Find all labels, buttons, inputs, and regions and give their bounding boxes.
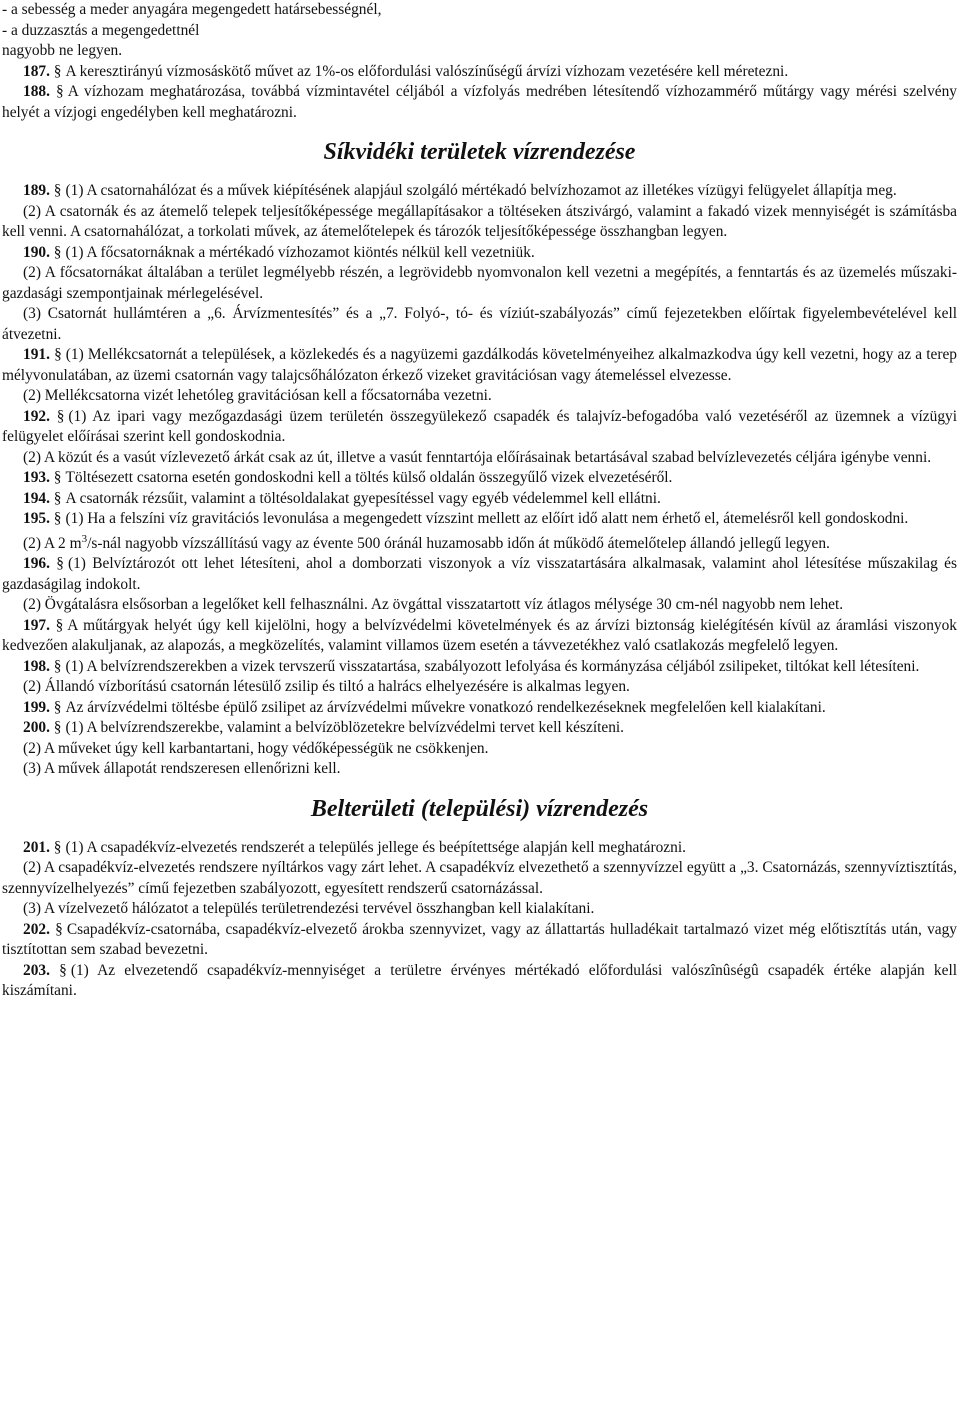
section-192: [2, 407, 957, 448]
chapter-heading: Síkvidéki területek vízrendezése: [323, 139, 636, 165]
section-number: 203.: [23, 961, 50, 979]
section-number: 196.: [23, 555, 50, 572]
section-number: 191.: [23, 346, 50, 363]
section-203: [2, 961, 957, 1002]
paragraph-text: (1) A csatornahálózat és a művek kiépítésének alapjául szolgáló mértékadó belvízhozamot az illetékes vízügyi felügyelet állapítja meg.: [65, 182, 897, 199]
section-198: [2, 657, 957, 678]
section-number: 202.: [23, 920, 50, 938]
section-sign: [54, 699, 62, 716]
paragraph: (3) Csatornát hullámtéren a „6. Árvízmentesítés” és a „7. Folyó-, tó- és víziút-szabályozás” című fejezetekben előírtak figyelembevételével kell átvezetni.: [2, 305, 957, 343]
section-sign: [54, 346, 62, 363]
paragraph-text: (1) Belvíztározót ott lehet létesíteni, ahol a domborzati viszonyok a víz visszatartására alkalmasak, valamint ahol létesítése műszakilag és gazdaságilag indokolt.: [2, 555, 957, 593]
section-number: 193.: [23, 469, 50, 486]
section-sign: [54, 469, 62, 486]
section-text: A csatornák rézsűit, valamint a töltésoldalakat gyepesítéssel vagy egyéb védelemmel kell ellátni.: [65, 489, 661, 507]
paragraph: (2) A főcsatornákat általában a terület legmélyebb részén, a legrövidebb nyomvonalon kell vezetni a megépítés, a fenntartás és az üzemelés műszaki-gazdasági szempontjainak mérlegelésével.: [2, 264, 957, 302]
section-sign: [56, 555, 64, 572]
section-sign: [55, 921, 63, 938]
section-number: 199.: [23, 698, 50, 716]
section-number: 190.: [23, 243, 50, 261]
section-sign: [54, 182, 62, 199]
paragraph: [2, 534, 957, 555]
paragraph: (2) A csatornák és az átemelő telepek teljesítőképessége megállapításakor a töltéseken átszivárgó, valamint a fakadó vizek mennyiségét is számításba kell venni. A csatornahálózat, a torkolati művek, az átemelőtelepek és tározók teljesítőképessége összhangban legyen.: [2, 202, 957, 240]
document-page: [2, 0, 957, 1002]
section-text: A keresztirányú vízmosáskötő művet az 1%-os előfordulási valószínűségű árvízi vízhozam vezetésére kell méretezni.: [65, 62, 789, 80]
paragraph: (2) A műveket úgy kell karbantartani, hogy védőképességük ne csökkenjen.: [23, 739, 489, 757]
section-sign: [54, 244, 62, 261]
paragraph-text: (1) A főcsatornáknak a mértékadó vízhozamot kiöntés nélkül kell vezetniük.: [65, 243, 535, 261]
section-number: 201.: [23, 838, 50, 856]
section-sign: [54, 658, 62, 675]
section-text: Az árvízvédelmi töltésbe épülő zsilipet az árvízvédelmi művekre vonatkozó rendelkezéseknek megfelelően kell kialakítani.: [65, 698, 826, 716]
text-line: - a sebesség a meder anyagára megengedett határsebességnél,: [2, 1, 382, 18]
section-sign: [54, 490, 62, 507]
paragraph: (2) Állandó vízborítású csatornán létesülő zsilip és tiltó a halrács elhelyezésére is alkalmas legyen.: [23, 678, 630, 695]
paragraph-text: (2) A 2 m: [23, 534, 82, 552]
section-number: 197.: [23, 616, 50, 634]
paragraph: (3) A művek állapotát rendszeresen ellenőrizni kell.: [23, 760, 341, 777]
section-number: 187.: [23, 62, 50, 80]
paragraph: (3) A vízelvezető hálózatot a település területrendezési tervével összhangban kell kialakítani.: [23, 900, 595, 917]
paragraph-text: (1) Mellékcsatornát a települések, a közlekedés és a nagyüzemi gazdálkodás követelményeihez alkalmazkodva úgy kell vezetni, hogy az a terep mélyvonulatában, az üzemi csatornán vagy talajcsőhálózaton érkező vizeket gravitációsan vagy átemeléssel elvezesse.: [2, 346, 957, 384]
section-sign: [54, 839, 62, 856]
section-195: [2, 509, 957, 530]
section-193: [2, 468, 957, 489]
section-number: 195.: [23, 510, 50, 527]
paragraph: (2) Mellékcsatorna vizét lehetóleg gravitációsan kell a főcsatornába vezetni.: [23, 387, 492, 404]
section-number: 192.: [23, 407, 50, 425]
paragraph-text: (1) Ha a felszíni víz gravitációs levonulása a megengedett vízszint mellett az előírt idő alatt nem érhető el, átemelésről kell gondoskodni.: [65, 510, 909, 527]
section-194: [2, 489, 957, 510]
section-196: [2, 554, 957, 595]
section-text: (1) Az elvezetendő csapadékvíz-mennyiséget a területre érvényes mértékadó előfordulási valószînûségû csapadék értéke alapján kell kiszámítani.: [2, 961, 957, 999]
chapter-heading: Belterületi (települési) vízrendezés: [310, 795, 649, 822]
section-197: [2, 616, 957, 657]
section-201: [2, 838, 957, 859]
section-189: [2, 181, 957, 202]
section-number: 200.: [23, 719, 50, 736]
paragraph: (2) A közút és a vasút vízlevezető árkát csak az út, illetve a vasút fenntartója előírásainak betartásával szabad belvízlevezetés céljára igénybe venni.: [23, 448, 932, 466]
section-sign: [56, 617, 64, 634]
section-number: 194.: [23, 489, 50, 507]
section-number: 189.: [23, 182, 50, 199]
section-sign: [59, 962, 67, 979]
section-sign: [56, 83, 64, 100]
section-number: 198.: [23, 657, 50, 675]
paragraph-text: (1) A belvízrendszerekbe, valamint a belvízöblözetekre belvízvédelmi tervet kell készíteni.: [65, 719, 625, 736]
paragraph-text: /s-nál nagyobb vízszállítású vagy az évente 500 óránál huzamosabb időn át működő átemelőtelep állandó jellegű legyen.: [87, 534, 830, 552]
section-188: [2, 82, 957, 123]
section-202: [2, 920, 957, 961]
paragraph-text: (1) A csapadékvíz-elvezetés rendszerét a település jellege és beépítettsége alapján kell meghatározni.: [65, 838, 686, 856]
text-line: nagyobb ne legyen.: [2, 42, 123, 59]
section-199: [2, 698, 957, 719]
section-text: A műtárgyak helyét úgy kell kijelölni, hogy a belvízvédelmi követelmények és az árvízi biztonság kielégítésén kívül az áramlási viszonyok kedvezően alakuljanak, az alapozás, a megközelítés, valamint villamos üzem esetén a távvezetékhez való csatlakozás megfelelő legyen.: [2, 616, 957, 654]
section-number: 188.: [23, 83, 50, 100]
text-line: - a duzzasztás a megengedettnél: [2, 21, 200, 39]
paragraph: (2) A csapadékvíz-elvezetés rendszere nyíltárkos vagy zárt lehet. A csapadékvíz elvezethető a szennyvízzel együtt a „3. Csatornázás, szennyvíztisztítás, szennyvízelhelyezés” című fejezetben szabályozott, egyesített rendszerű csatornázással.: [2, 859, 957, 897]
paragraph: (2) Övgátalásra elsősorban a legelőket kell felhasználni. Az övgáttal visszatartott víz átlagos mélysége 30 cm-nél nagyobb nem lehet.: [23, 596, 844, 613]
section-sign: [54, 63, 62, 80]
section-text: Csapadékvíz-csatornába, csapadékvíz-elvezető árokba szennyvizet, vagy az állattartás hulladékait tartalmazó vizet még előtisztítás után, vagy tisztítottan sem szabad bevezetni.: [2, 920, 957, 958]
paragraph-text: (1) A belvízrendszerekben a vizek tervszerű visszatartása, szabályozott lefolyása és kormányzása céljából zsilipeket, tiltókat kell létesíteni.: [65, 657, 920, 675]
superscript: 3: [81, 532, 88, 545]
section-191: [2, 345, 957, 386]
section-sign: [54, 510, 62, 527]
section-187: [2, 62, 957, 83]
section-sign: [54, 719, 62, 736]
section-text: Töltésezett csatorna esetén gondoskodni kell a töltés külső oldalán összegyűlő vizek elvezetéséről.: [65, 469, 673, 486]
section-190: [2, 243, 957, 264]
paragraph-text: (1) Az ipari vagy mezőgazdasági üzem területén összegyülekező csapadék és talajvíz-befogadóba való vezetéséről az üzemnek a vízügyi felügyelet előírásai szerint kell gondoskodnia.: [2, 407, 957, 445]
section-text: A vízhozam meghatározása, továbbá vízmintavétel céljából a vízfolyás medrében létesítendő vízhozammérő műtárgy vagy mérési szelvény helyét a vízjogi engedélyben kell meghatározni.: [2, 83, 957, 121]
section-200: [2, 718, 957, 739]
section-sign: [57, 408, 65, 425]
